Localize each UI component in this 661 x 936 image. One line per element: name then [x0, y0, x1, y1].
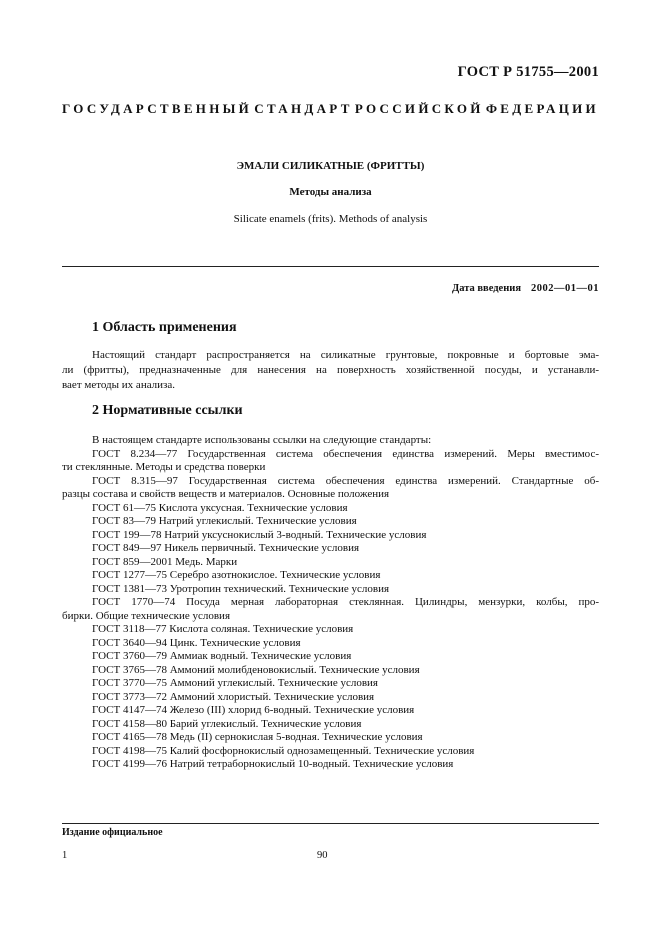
reference-item: ГОСТ 3118—77 Кислота соляная. Технические условия — [92, 623, 354, 635]
paragraph-line: ли (фритты), предназначенные для нанесения на поверхность хозяйственной посуды, и устанавли- — [62, 364, 599, 376]
standard-banner — [62, 101, 599, 117]
section-heading: 1 Область применения — [92, 320, 237, 335]
page-marker-left: 1 — [62, 850, 68, 861]
reference-item: ГОСТ 4198—75 Калий фосфорнокислый однозамещенный. Технические условия — [92, 744, 475, 757]
banner-word: РОССИЙСКОЙ — [354, 101, 484, 116]
paragraph-line: Настоящий стандарт распространяется на силикатные грунтовые, покровные и бортовые эма- — [92, 349, 599, 361]
reference-item: ГОСТ 3640—94 Цинк. Технические условия — [92, 636, 301, 649]
page-number: 90 — [317, 850, 328, 861]
reference-item: ГОСТ 3773—72 Аммоний хлористый. Технические условия — [92, 690, 375, 703]
reference-item: ГОСТ 1277—75 Серебро азотнокислое. Технические условия — [92, 569, 381, 581]
reference-item: ГОСТ 1381—73 Уротропин технический. Технические условия — [92, 582, 390, 595]
reference-item: ГОСТ 3760—79 Аммиак водный. Технические условия — [92, 650, 352, 662]
banner-word: СТАНДАРТ — [254, 101, 353, 116]
reference-item: ГОСТ 61—75 Кислота уксусная. Технические условия — [92, 501, 348, 514]
section-heading: 2 Нормативные ссылки — [92, 403, 243, 418]
reference-item: ГОСТ 4147—74 Железо (III) хлорид 6-водный. Технические условия — [92, 704, 415, 716]
banner-word: ГОСУДАРСТВЕННЫЙ — [62, 101, 253, 116]
reference-item: ГОСТ 1770—74 Посуда мерная лабораторная стеклянная. Цилиндры, мензурки, колбы, про- — [92, 596, 599, 608]
references-list — [62, 434, 599, 772]
footer-divider — [62, 823, 599, 824]
reference-item: ГОСТ 8.234—77 Государственная система обеспечения единства измерений. Меры вместимос- — [92, 447, 599, 460]
reference-item-cont: ти стеклянные. Методы и средства поверки — [62, 461, 266, 473]
reference-item: ГОСТ 83—79 Натрий углекислый. Технические условия — [92, 515, 357, 527]
document-number: ГОСТ Р 51755—2001 — [457, 64, 599, 80]
reference-item-cont: разцы состава и свойств веществ и материалов. Основные положения — [62, 488, 390, 500]
reference-item: ГОСТ 4165—78 Медь (II) сернокислая 5-водная. Технические условия — [92, 731, 423, 743]
reference-item: ГОСТ 4158—80 Барий углекислый. Технические условия — [92, 717, 362, 730]
document-subtitle: Методы анализа — [289, 186, 372, 198]
english-title: Silicate enamels (frits). Methods of analysis — [233, 213, 428, 225]
reference-item: ГОСТ 3765—78 Аммоний молибденовокислый. Технические условия — [92, 663, 420, 676]
reference-item: ГОСТ 859—2001 Медь. Марки — [92, 555, 238, 568]
paragraph-line: вает методы их анализа. — [62, 379, 176, 391]
reference-item-cont: бирки. Общие технические условия — [62, 609, 231, 622]
reference-item: ГОСТ 849—97 Никель первичный. Технические условия — [92, 542, 360, 554]
banner-word: ФЕДЕРАЦИИ — [485, 101, 599, 116]
intro-date-value: 2002—01—01 — [531, 283, 599, 294]
edition-label: Издание официальное — [62, 827, 163, 838]
reference-item: ГОСТ 199—78 Натрий уксуснокислый 3-водный. Технические условия — [92, 528, 427, 541]
scope-paragraph — [62, 348, 599, 393]
references-intro: В настоящем стандарте использованы ссылки на следующие стандарты: — [92, 434, 432, 446]
reference-item: ГОСТ 8.315—97 Государственная система обеспечения единства измерений. Стандартные об- — [92, 474, 599, 487]
document-title: ЭМАЛИ СИЛИКАТНЫЕ (ФРИТТЫ) — [236, 160, 425, 172]
intro-date-label: Дата введения — [452, 283, 521, 294]
introduction-date — [452, 283, 599, 294]
reference-item: ГОСТ 3770—75 Аммоний углекислый. Технические условия — [92, 677, 378, 689]
reference-item: ГОСТ 4199—76 Натрий тетраборнокислый 10-водный. Технические условия — [92, 758, 454, 770]
divider — [62, 266, 599, 267]
